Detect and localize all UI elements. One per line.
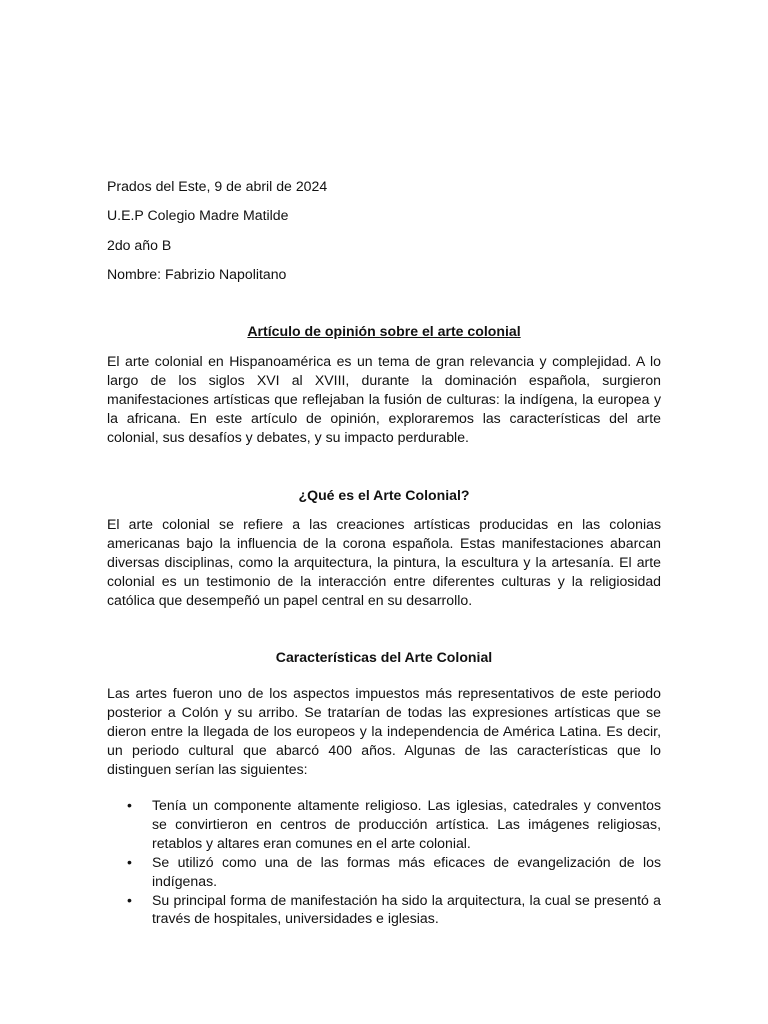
list-item: [107, 796, 661, 853]
article-title: Artículo de opinión sobre el arte colonial: [247, 323, 521, 339]
section-heading-characteristics: Características del Arte Colonial: [275, 649, 493, 665]
list-item-text: Se utilizó como una de las formas más eficaces de evangelización de los indígenas.: [152, 853, 661, 889]
section-paragraph-characteristics: Las artes fueron uno de los aspectos impuestos más representativos de este periodo posterior a Colón y su arribo. Se tratarían de todas las expresiones artísticas que se dieron entre la llegada de los europeos y la independencia de América Latina. Es decir, un periodo cultural que abarcó 400 años. Algunas de las características que lo distinguen serían las siguientes:: [107, 685, 661, 777]
bullet-icon: •: [127, 853, 132, 870]
bullet-icon: •: [127, 797, 132, 813]
list-item-text: Su principal forma de manifestación ha sido la arquitectura, la cual se presentó a través de hospitales, universidades e iglesias.: [152, 891, 661, 927]
section-paragraph-what-is: El arte colonial se refiere a las creaciones artísticas producidas en las colonias americanas bajo la influencia de la corona española. Estas manifestaciones abarcan diversas disciplinas, como la arquitectura, la pintura, la escultura y la artesanía. El arte colonial es un testimonio de la interacción entre diferentes culturas y la religiosidad católica que desempeñó un papel central en su desarrollo.: [107, 516, 661, 608]
list-item: [107, 891, 661, 929]
section-heading-what-is: ¿Qué es el Arte Colonial?: [298, 487, 470, 503]
place-date: Prados del Este, 9 de abril de 2024: [107, 178, 328, 194]
characteristics-list: [107, 796, 661, 928]
list-item: [107, 853, 661, 891]
grade: 2do año B: [107, 237, 172, 253]
bullet-icon: •: [127, 891, 132, 908]
school-name: U.E.P Colegio Madre Matilde: [107, 207, 289, 223]
intro-paragraph: El arte colonial en Hispanoamérica es un tema de gran relevancia y complejidad. A lo largo de los siglos XVI al XVIII, durante la dominación española, surgieron manifestaciones artísticas que reflejaban la fusión de culturas: la indígena, la europea y la africana. En este artículo de opinión, exploraremos las características del arte colonial, sus desafíos y debates, y su impacto perdurable.: [107, 353, 661, 445]
student-name: Nombre: Fabrizio Napolitano: [107, 266, 287, 282]
list-item-text: Tenía un componente altamente religioso. Las iglesias, catedrales y conventos se convirtieron en centros de producción artística. Las imágenes religiosas, retablos y altares eran comunes en el arte colonial.: [152, 797, 661, 851]
